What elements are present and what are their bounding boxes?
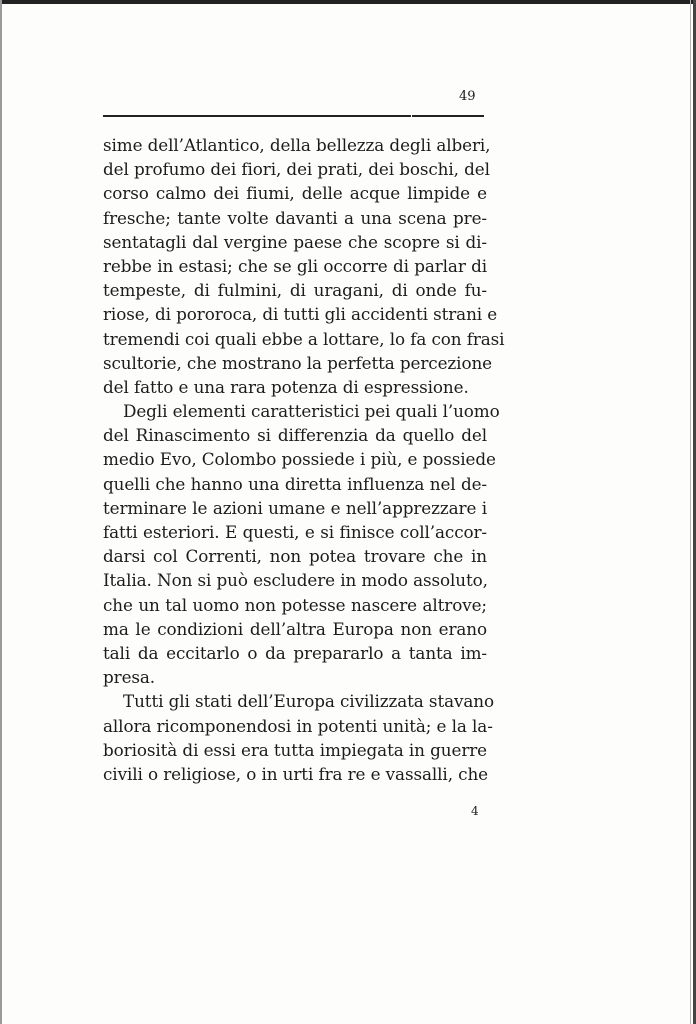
header-rule-right xyxy=(412,115,484,117)
body-text xyxy=(103,133,505,786)
text-line: tremendi coi quali ebbe a lottare, lo fa con frasi xyxy=(103,328,505,349)
text-line: quelli che hanno una diretta influenza nel de- xyxy=(103,473,487,494)
text-line: medio Evo, Colombo possiede i più, e possiede xyxy=(103,449,496,470)
text-line: allora ricomponendosi in potenti unità; e la la- xyxy=(103,715,493,736)
text-line: ma le condizioni dell’altra Europa non erano xyxy=(103,618,487,639)
text-line: del Rinascimento si differenzia da quello del xyxy=(103,425,487,446)
text-line: tempeste, di fulmini, di uragani, di onde fu- xyxy=(103,280,487,301)
signature-mark: 4 xyxy=(471,804,479,818)
text-line: del fatto e una rara potenza di espressione. xyxy=(103,376,469,397)
text-line: che un tal uomo non potesse nascere altrove; xyxy=(103,594,487,615)
text-line: sime dell’Atlantico, della bellezza degli alberi, xyxy=(103,135,491,155)
text-line: Degli elementi caratteristici pei quali l’uomo xyxy=(123,401,500,422)
text-line: del profumo dei fiori, dei prati, dei boschi, del xyxy=(103,159,490,180)
text-line: presa. xyxy=(103,667,156,688)
text-line: darsi col Correnti, non potea trovare che in xyxy=(103,546,487,567)
text-line: Italia. Non si può escludere in modo assoluto, xyxy=(103,570,488,591)
text-line: civili o religiose, o in urti fra re e vassalli, che xyxy=(103,763,488,784)
text-line: tali da eccitarlo o da prepararlo a tanta im- xyxy=(103,642,487,663)
text-line: scultorie, che mostrano la perfetta percezione xyxy=(103,352,492,373)
page-right-edge-inner xyxy=(690,0,691,1024)
text-line: Tutti gli stati dell’Europa civilizzata stavano xyxy=(123,691,494,712)
page-top-edge xyxy=(0,0,696,4)
page-left-edge xyxy=(0,0,2,1024)
text-line: fresche; tante volte davanti a una scena pre- xyxy=(103,207,487,228)
text-line: riose, di pororoca, di tutti gli accidenti strani e xyxy=(103,304,498,325)
text-line: boriosità di essi era tutta impiegata in guerre xyxy=(103,739,487,760)
text-line: rebbe in estasi; che se gli occorre di parlar di xyxy=(103,255,487,276)
text-line: fatti esteriori. E questi, e si finisce coll’accor- xyxy=(103,522,487,542)
header-rule-left xyxy=(103,115,411,117)
text-line: sentatagli dal vergine paese che scopre si di- xyxy=(103,231,487,252)
page-number: 49 xyxy=(459,89,476,104)
text-line: corso calmo dei fiumi, delle acque limpide e xyxy=(103,183,487,204)
text-line: terminare le azioni umane e nell’apprezzare i xyxy=(103,497,487,518)
